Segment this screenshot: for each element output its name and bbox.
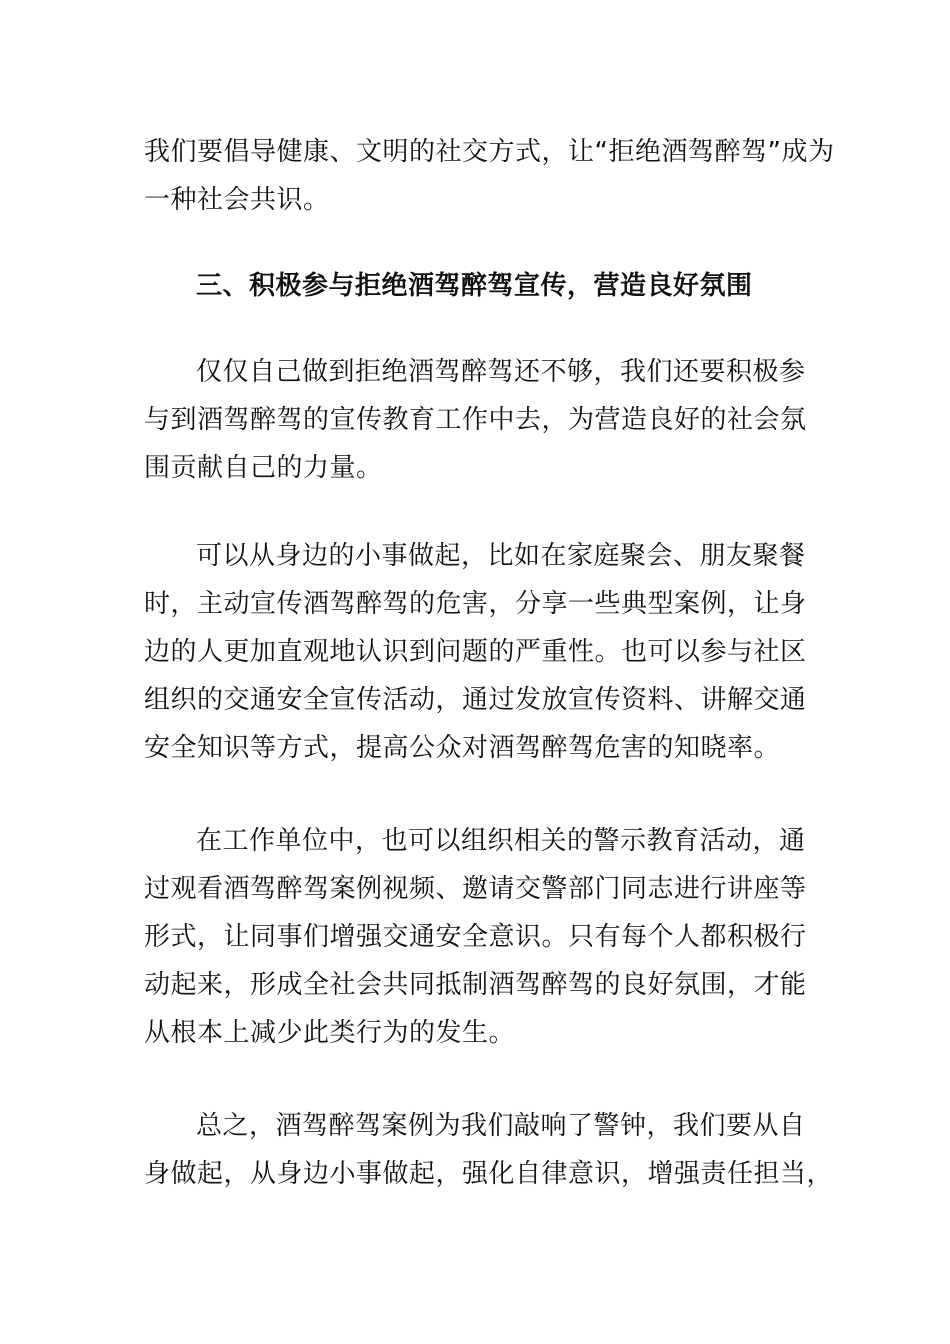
paragraph-line: 我们要倡导健康、文明的社交方式，让“拒绝酒驾醉驾”成为 [144,137,835,167]
paragraph-line: 仅仅自己做到拒绝酒驾醉驾还不够，我们还要积极参 [196,357,806,387]
paragraph-line: 过观看酒驾醉驾案例视频、邀请交警部门同志进行讲座等 [144,874,807,904]
paragraph-4 [144,817,814,1057]
paragraph-line: 从根本上减少此类行为的发生。 [144,1018,516,1048]
paragraph-line: 在工作单位中，也可以组织相关的警示教育活动，通 [196,826,806,856]
paragraph-line: 时，主动宣传酒驾醉驾的危害，分享一些典型案例，让身 [144,589,807,619]
paragraph-line: 形式，让同事们增强交通安全意识。只有每个人都积极行 [144,922,807,952]
paragraph-line: 可以从身边的小事做起，比如在家庭聚会、朋友聚餐 [196,541,806,571]
paragraph-line: 一种社会共识。 [144,185,330,215]
paragraph-line: 总之，酒驾醉驾案例为我们敲响了警钟，我们要从自 [196,1111,806,1141]
paragraph-line: 边的人更加直观地认识到问题的严重性。也可以参与社区 [144,637,807,667]
paragraph-line: 安全知识等方式，提高公众对酒驾醉驾危害的知晓率。 [144,733,781,763]
paragraph-3 [144,532,814,772]
paragraph-line: 身做起，从身边小事做起，强化自律意识，增强责任担当， [144,1159,834,1189]
paragraph-line: 围贡献自己的力量。 [144,453,383,483]
paragraph-line: 动起来，形成全社会共同抵制酒驾醉驾的良好氛围，才能 [144,970,807,1000]
paragraph-1 [144,128,835,224]
section-heading-text: 三、积极参与拒绝酒驾醉驾宣传，营造良好氛围 [196,271,753,301]
paragraph-5 [144,1102,834,1198]
section-heading-3 [144,262,814,310]
paragraph-line: 组织的交通安全宣传活动，通过发放宣传资料、讲解交通 [144,685,807,715]
paragraph-line: 与到酒驾醉驾的宣传教育工作中去，为营造良好的社会氛 [144,405,807,435]
paragraph-2 [144,348,814,492]
